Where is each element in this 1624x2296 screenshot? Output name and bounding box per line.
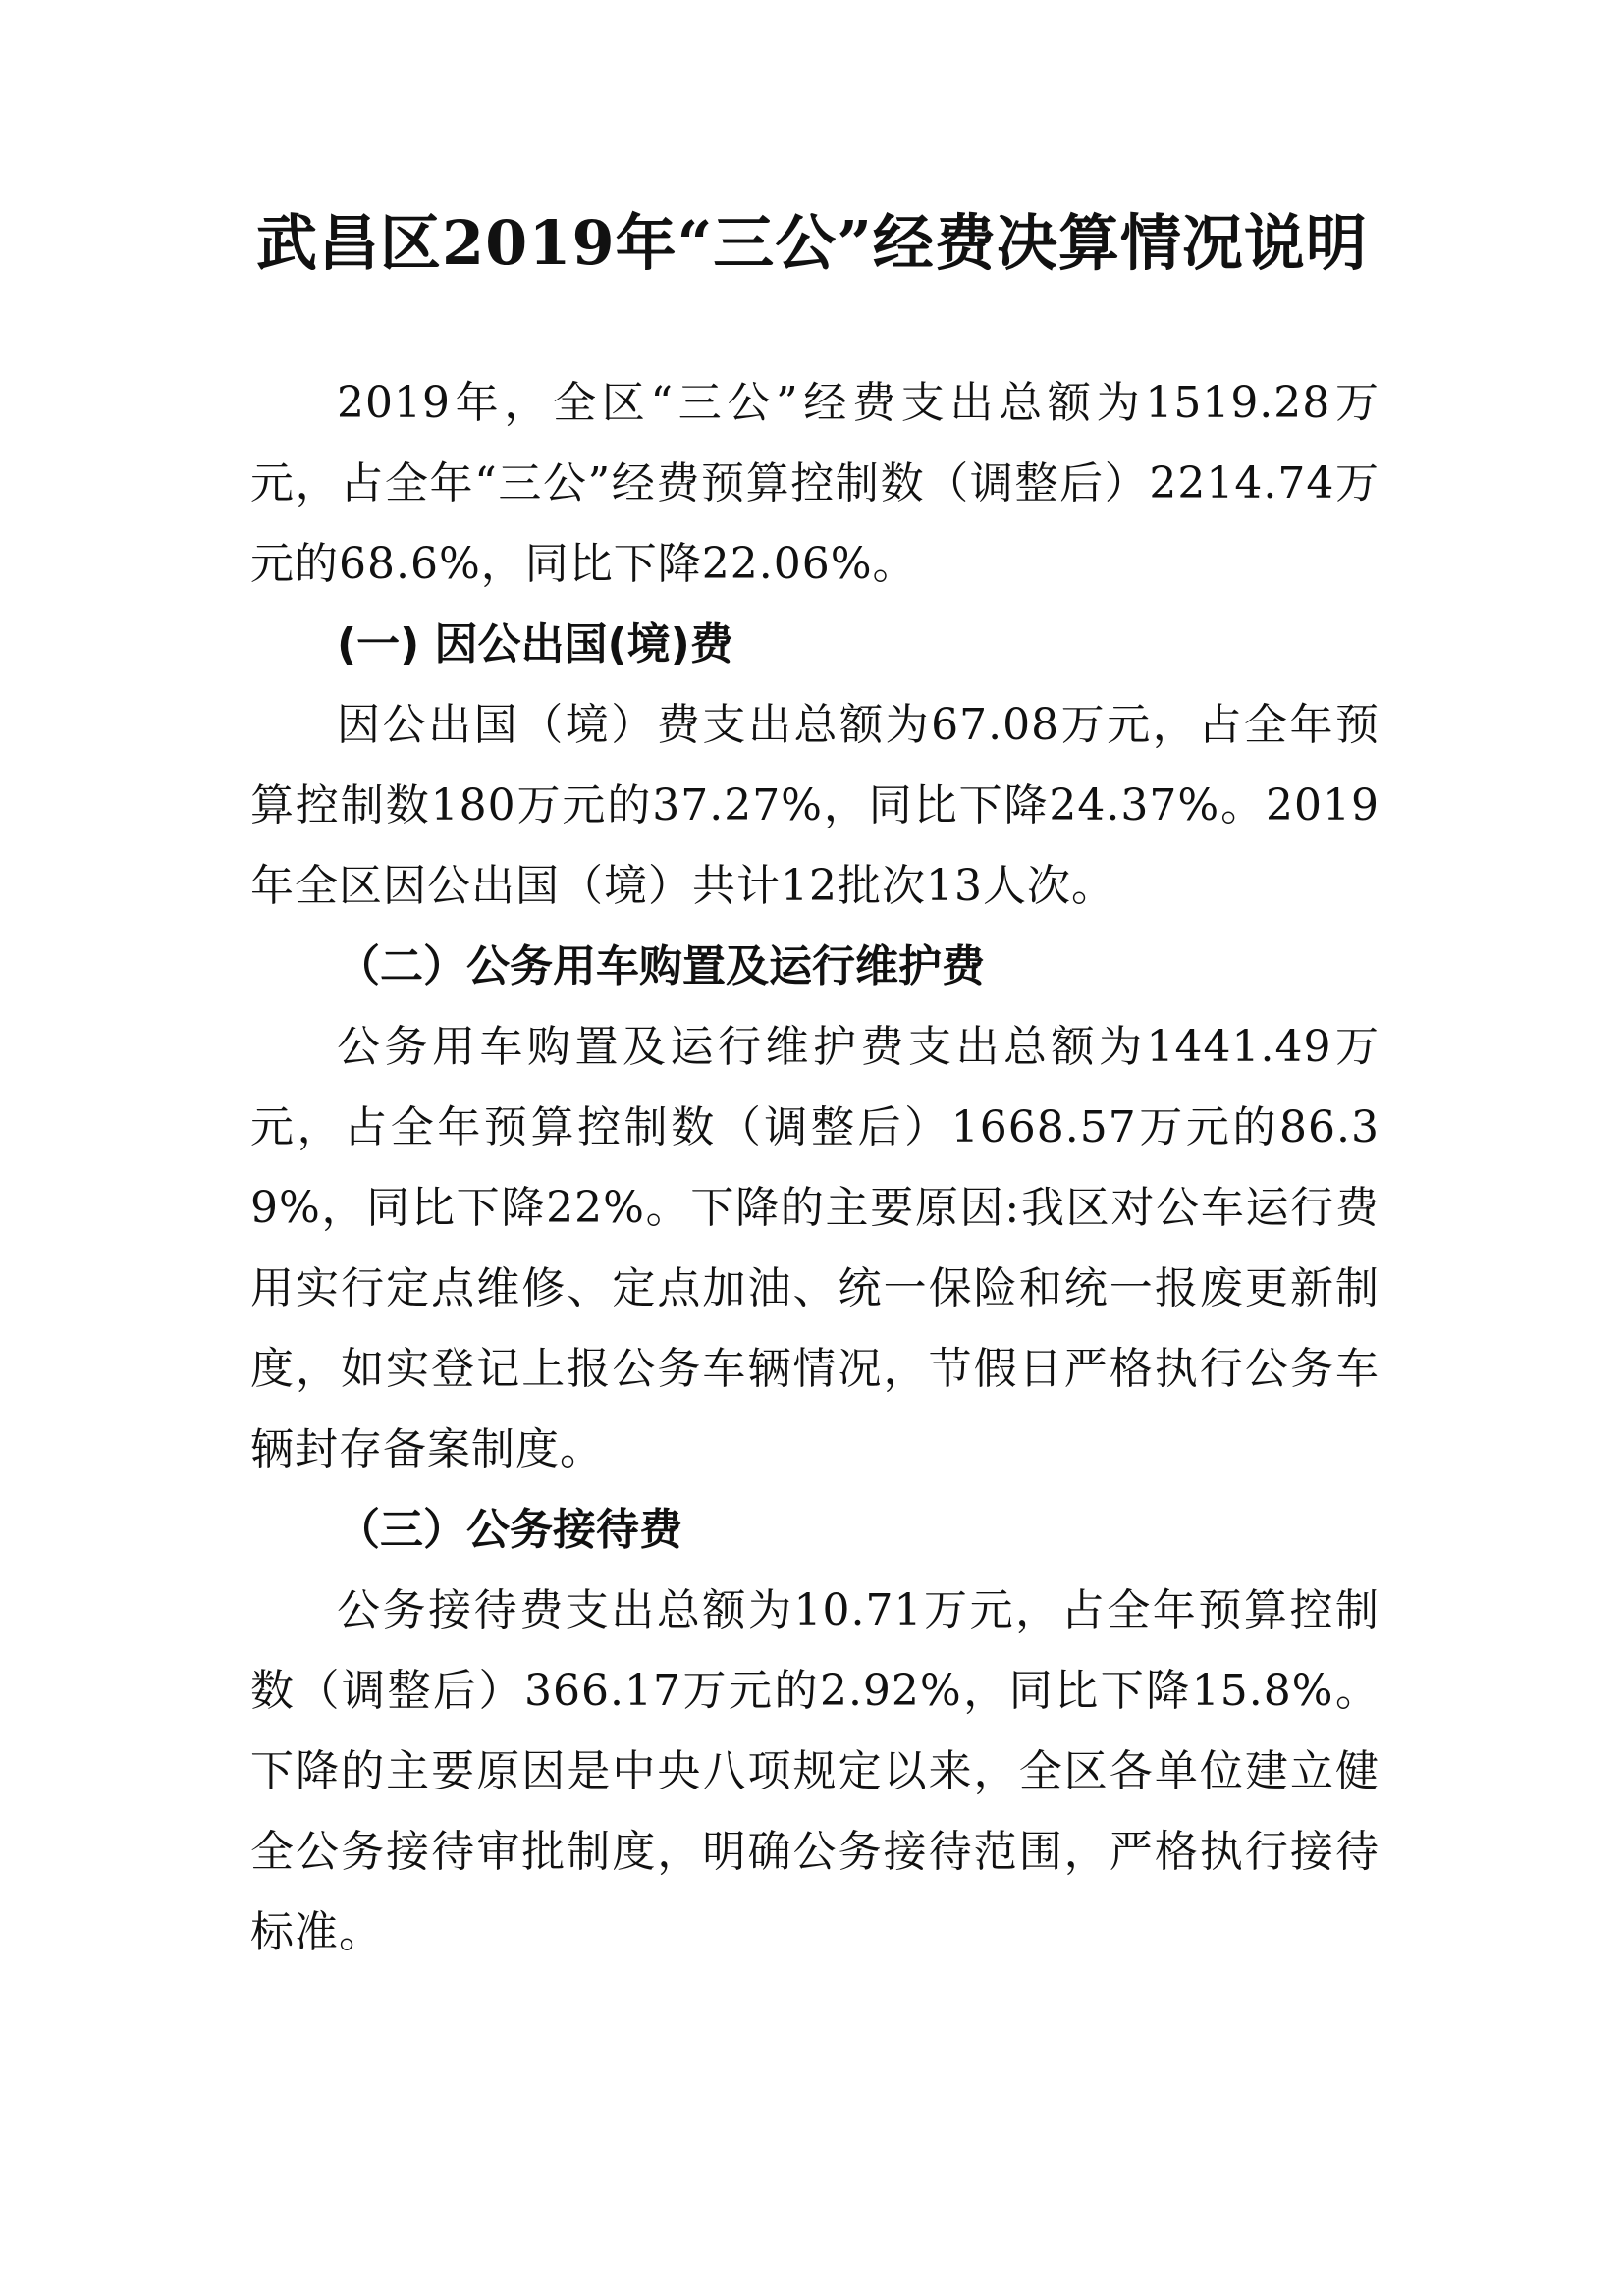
section-body-official-vehicles: 公务用车购置及运行维护费支出总额为1441.49万元，占全年预算控制数（调整后）1668.57万元的86.39%，同比下降22%。下降的主要原因:我区对公车运行费用实行定点维修、定点加油、统一保险和统一报废更新制度，如实登记上报公务车辆情况，节假日严格执行公务车辆封存备案制度。 [250, 1022, 1380, 1474]
section-heading-official-vehicles: （二）公务用车购置及运行维护费 [337, 941, 985, 991]
section-heading-overseas-travel: (一) 因公出国(境)费 [337, 619, 733, 669]
section-heading-official-reception: （三）公务接待费 [337, 1505, 682, 1555]
document-title: 武昌区2019年“三公”经费决算情况说明 [256, 207, 1368, 279]
document-body [250, 363, 1380, 1973]
section-body-official-reception: 公务接待费支出总额为10.71万元，占全年预算控制数（调整后）366.17万元的2.92%，同比下降15.8%。下降的主要原因是中央八项规定以来，全区各单位建立健全公务接待审批制度，明确公务接待范围，严格执行接待标准。 [250, 1585, 1380, 1957]
section-body-overseas-travel: 因公出国（境）费支出总额为67.08万元，占全年预算控制数180万元的37.27%，同比下降24.37%。2019年全区因公出国（境）共计12批次13人次。 [250, 700, 1380, 911]
intro-paragraph: 2019年，全区“三公”经费支出总额为1519.28万元，占全年“三公”经费预算控制数（调整后）2214.74万元的68.6%，同比下降22.06%。 [250, 378, 1380, 589]
